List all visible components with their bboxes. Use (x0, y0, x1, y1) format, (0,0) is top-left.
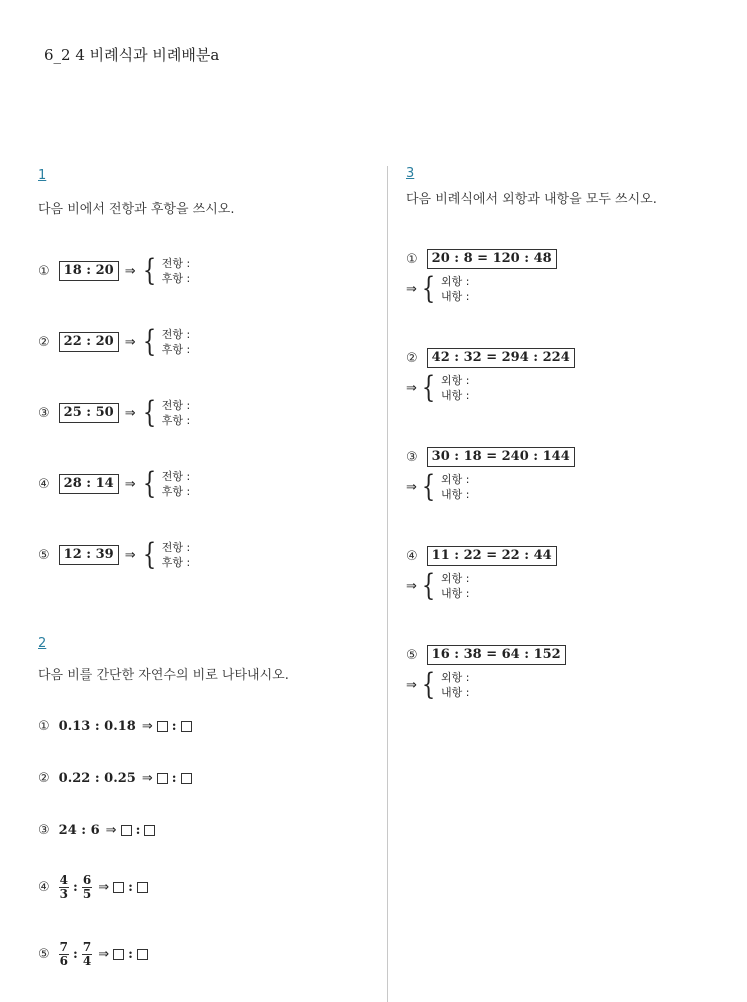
arrow: ⇒ (141, 719, 153, 734)
answer-box (121, 825, 132, 836)
s2-item-3: ③ 24 : 6 ⇒ : (38, 823, 155, 838)
back-term-label: 후항 : (161, 343, 191, 356)
s1-item-5 (38, 537, 191, 572)
s1-item-2 (38, 324, 191, 359)
brace-icon: { (421, 667, 436, 702)
inner-term-label: 내항 : (441, 290, 470, 303)
brace-icon: { (421, 370, 436, 405)
brace-icon: { (421, 469, 436, 504)
brace-icon: { (142, 253, 156, 288)
arrow: ⇒ (98, 880, 110, 895)
front-term-label: 전항 : (161, 257, 191, 270)
inner-term-label: 내항 : (441, 587, 470, 600)
answer-box (137, 949, 148, 960)
s3-item-2 (406, 348, 575, 368)
back-term-label: 후항 : (161, 485, 191, 498)
section-1-instruction: 다음 비에서 전항과 후항을 쓰시오. (38, 202, 235, 217)
s2-item-4: ④ $\frac{4}{3}$ : $\frac{6}{5}$ ⇒ : (38, 874, 148, 901)
brace-icon: { (142, 324, 156, 359)
outer-term-label: 외항 : (441, 374, 470, 387)
arrow: ⇒ (406, 578, 417, 594)
item-marker: ⑤ (406, 647, 418, 663)
item-marker: ② (38, 771, 50, 786)
section-2-instruction: 다음 비를 간단한 자연수의 비로 나타내시오. (38, 668, 289, 683)
answer-box (113, 949, 124, 960)
outer-term-label: 외항 : (441, 275, 470, 288)
s1-item-3 (38, 395, 191, 430)
answer-box (157, 721, 168, 732)
back-term-label: 후항 : (161, 272, 191, 285)
item-marker: ① (406, 251, 418, 267)
s3-item-2-answer (406, 370, 470, 405)
section-3-instruction: 다음 비례식에서 외항과 내항을 모두 쓰시오. (406, 192, 657, 207)
answer-box (157, 773, 168, 784)
page-title: 6_2 4 비례식과 비례배분a (44, 46, 220, 64)
arrow: ⇒ (406, 677, 417, 693)
ratio-expression: 0.13 : 0.18 (58, 719, 136, 734)
item-marker: ① (38, 263, 50, 279)
proportion-box: 20 : 8 = 120 : 48 (427, 249, 557, 269)
front-term-label: 전항 : (161, 328, 191, 341)
ratio-expression: 24 : 6 (58, 823, 100, 838)
arrow: ⇒ (124, 263, 136, 279)
fraction: $\frac{4}{3}$ (59, 873, 69, 901)
item-marker: ④ (38, 476, 50, 492)
s1-item-1 (38, 253, 191, 288)
ratio-box: 18 : 20 (59, 261, 119, 281)
item-marker: ⑤ (38, 547, 50, 563)
column-divider (387, 166, 388, 1002)
ratio-box: 22 : 20 (59, 332, 119, 352)
ratio-box: 25 : 50 (59, 403, 119, 423)
item-marker: ② (406, 350, 418, 366)
back-term-label: 후항 : (161, 414, 191, 427)
item-marker: ③ (38, 823, 50, 838)
s3-item-1-answer (406, 271, 470, 306)
item-marker: ① (38, 719, 50, 734)
brace-icon: { (421, 568, 436, 603)
answer-box (181, 721, 192, 732)
brace-icon: { (142, 537, 156, 572)
front-term-label: 전항 : (161, 399, 191, 412)
s2-item-2: ② 0.22 : 0.25 ⇒ : (38, 771, 192, 786)
arrow: ⇒ (124, 547, 136, 563)
proportion-box: 11 : 22 = 22 : 44 (427, 546, 557, 566)
s3-item-5-answer (406, 667, 470, 702)
outer-term-label: 외항 : (441, 473, 470, 486)
section-2-number: 2 (38, 636, 47, 651)
arrow: ⇒ (124, 405, 136, 421)
brace-icon: { (142, 466, 156, 501)
s3-item-3 (406, 447, 575, 467)
arrow: ⇒ (124, 476, 136, 492)
section-3-number: 3 (406, 166, 415, 181)
item-marker: ④ (406, 548, 418, 564)
fraction: $\frac{7}{4}$ (82, 940, 92, 968)
s3-item-4-answer (406, 568, 470, 603)
item-marker: ③ (406, 449, 418, 465)
section-1-number: 1 (38, 168, 47, 183)
outer-term-label: 외항 : (441, 671, 470, 684)
s2-item-5: ⑤ $\frac{7}{6}$ : $\frac{7}{4}$ ⇒ : (38, 941, 148, 968)
item-marker: ② (38, 334, 50, 350)
inner-term-label: 내항 : (441, 686, 470, 699)
brace-icon: { (142, 395, 156, 430)
inner-term-label: 내항 : (441, 488, 470, 501)
brace-icon: { (421, 271, 436, 306)
arrow: ⇒ (98, 947, 110, 962)
answer-box (181, 773, 192, 784)
proportion-box: 16 : 38 = 64 : 152 (427, 645, 566, 665)
s3-item-1 (406, 249, 557, 269)
front-term-label: 전항 : (161, 541, 191, 554)
proportion-box: 42 : 32 = 294 : 224 (427, 348, 575, 368)
item-marker: ④ (38, 880, 50, 895)
proportion-box: 30 : 18 = 240 : 144 (427, 447, 575, 467)
outer-term-label: 외항 : (441, 572, 470, 585)
fraction: $\frac{7}{6}$ (59, 940, 69, 968)
ratio-expression: 0.22 : 0.25 (58, 771, 136, 786)
arrow: ⇒ (406, 479, 417, 495)
ratio-box: 12 : 39 (59, 545, 119, 565)
answer-box (137, 882, 148, 893)
back-term-label: 후항 : (161, 556, 191, 569)
arrow: ⇒ (406, 281, 417, 297)
s3-item-3-answer (406, 469, 470, 504)
s3-item-4 (406, 546, 557, 566)
answer-box (144, 825, 155, 836)
arrow: ⇒ (406, 380, 417, 396)
answer-box (113, 882, 124, 893)
ratio-box: 28 : 14 (59, 474, 119, 494)
arrow: ⇒ (141, 771, 153, 786)
inner-term-label: 내항 : (441, 389, 470, 402)
s3-item-5 (406, 645, 566, 665)
arrow: ⇒ (124, 334, 136, 350)
s1-item-4 (38, 466, 191, 501)
item-marker: ⑤ (38, 947, 50, 962)
s2-item-1: ① 0.13 : 0.18 ⇒ : (38, 719, 192, 734)
item-marker: ③ (38, 405, 50, 421)
front-term-label: 전항 : (161, 470, 191, 483)
fraction: $\frac{6}{5}$ (82, 873, 92, 901)
arrow: ⇒ (105, 823, 117, 838)
